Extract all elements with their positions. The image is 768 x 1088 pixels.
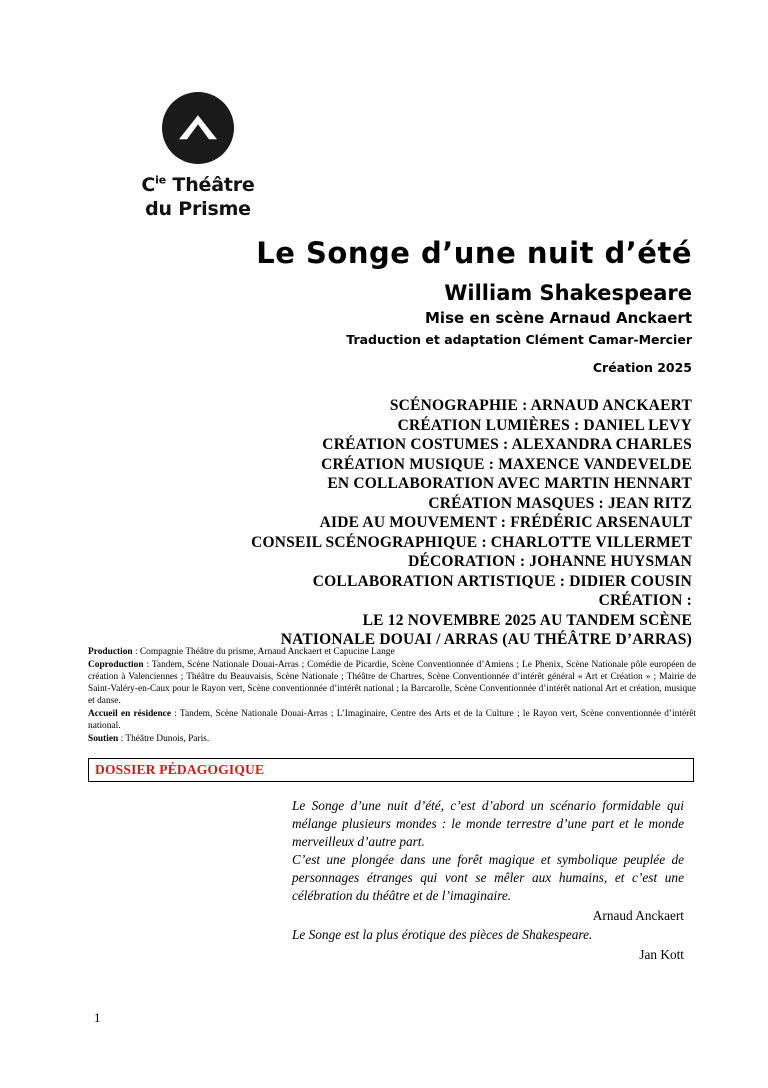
soutien-paragraph: Soutien : Théâtre Dunois, Paris. bbox=[88, 734, 210, 745]
logo-circle bbox=[162, 92, 234, 164]
residence-paragraph: Accueil en résidence : Tandem, Scène Nationale Douai-Arras ; L’Imaginaire, Centre des Arts et de la Culture ; le Rayon vert, Scène conventionnée d’intérêt national. bbox=[88, 709, 696, 732]
company-logo bbox=[108, 92, 288, 221]
quote-section bbox=[292, 797, 684, 964]
company-name-line2: du Prisme bbox=[145, 197, 251, 220]
production-details bbox=[88, 646, 696, 746]
play-author: William Shakespeare bbox=[444, 281, 692, 305]
credit-line: CRÉATION MASQUES : JEAN RITZ bbox=[428, 494, 692, 512]
play-translation: Traduction et adaptation Clément Camar-Mercier bbox=[346, 332, 692, 347]
title-block bbox=[0, 236, 730, 375]
credits-list bbox=[0, 396, 730, 650]
credit-line: AIDE AU MOUVEMENT : FRÉDÉRIC ARSENAULT bbox=[319, 514, 692, 532]
credit-line: NATIONALE DOUAI / ARRAS (AU THÉÂTRE D’ARRAS) bbox=[280, 631, 692, 649]
coproduction-label: Coproduction bbox=[88, 660, 144, 671]
creation-year: Création 2025 bbox=[592, 360, 692, 375]
quote-paragraph-2: C’est une plongée dans une forêt magique et symbolique peuplée de personnages étranges qui vont se mêler aux humains, et c’est une célébration du théâtre et de l’imaginaire. bbox=[292, 852, 684, 904]
credit-line: SCÉNOGRAPHIE : ARNAUD ANCKAERT bbox=[389, 397, 692, 414]
play-director: Mise en scène Arnaud Anckaert bbox=[425, 309, 692, 327]
quote-paragraph-3: Le Songe est la plus érotique des pièces de Shakespeare. bbox=[292, 926, 593, 942]
company-name bbox=[108, 174, 288, 221]
credit-line: EN COLLABORATION AVEC MARTIN HENNART bbox=[327, 475, 692, 493]
credit-line: CRÉATION MUSIQUE : MAXENCE VANDEVELDE bbox=[321, 455, 692, 473]
dossier-label: DOSSIER PÉDAGOGIQUE bbox=[95, 762, 265, 777]
page-title: Le Songe d’une nuit d’été bbox=[256, 236, 692, 270]
production-label: Production bbox=[88, 647, 133, 657]
soutien-label: Soutien bbox=[88, 734, 119, 745]
production-paragraph: Production : Compagnie Théâtre du prisme, Arnaud Anckaert et Capucine Lange bbox=[88, 647, 395, 657]
credit-line: LE 12 NOVEMBRE 2025 AU TANDEM SCÈNE bbox=[362, 611, 692, 629]
credit-line: COLLABORATION ARTISTIQUE : DIDIER COUSIN bbox=[312, 572, 692, 590]
dossier-banner bbox=[88, 758, 694, 782]
credit-line: DÉCORATION : JOHANNE HUYSMAN bbox=[408, 553, 692, 571]
credit-line: CRÉATION : bbox=[598, 592, 692, 610]
coproduction-paragraph: Coproduction : Tandem, Scène Nationale Douai-Arras ; Comédie de Picardie, Scène Conventionnée d’Amiens ; Le Phenix, Scène Nationale pôle européen de création à Valenciennes ; Théâtre du Beauvaisis, Scène Nationale ; Théâtre de Chartres, Scène Conventionnée d’intérêt général « Art et Création » ; Mairie de Saint-Valéry-en-Caux pour le Rayon vert, Scène conventionnée d’intérêt national ; la Barcarolle, Scène Conventionnée d’intérêt national Art et création, musique et danse. bbox=[88, 660, 696, 707]
quote-paragraph-1: Le Songe d’une nuit d’été, c’est d’abord un scénario formidable qui mélange plusieurs mondes : le monde terrestre d’une part et le monde merveilleux d’autre part. bbox=[292, 798, 684, 850]
quote-attribution-1: Arnaud Anckaert bbox=[592, 908, 684, 924]
company-name-line1: $C^{ie}$ Théâtre bbox=[141, 174, 255, 197]
residence-label: Accueil en résidence bbox=[88, 709, 171, 720]
credit-line: CRÉATION LUMIÈRES : DANIEL LEVY bbox=[397, 416, 692, 434]
quote-attribution-2: Jan Kott bbox=[639, 946, 684, 962]
chevron-up-icon bbox=[176, 109, 220, 143]
page-number: 1 bbox=[94, 1010, 101, 1025]
credit-line: CONSEIL SCÉNOGRAPHIQUE : CHARLOTTE VILLERMET bbox=[251, 533, 692, 551]
credit-line: CRÉATION COSTUMES : ALEXANDRA CHARLES bbox=[322, 436, 692, 454]
